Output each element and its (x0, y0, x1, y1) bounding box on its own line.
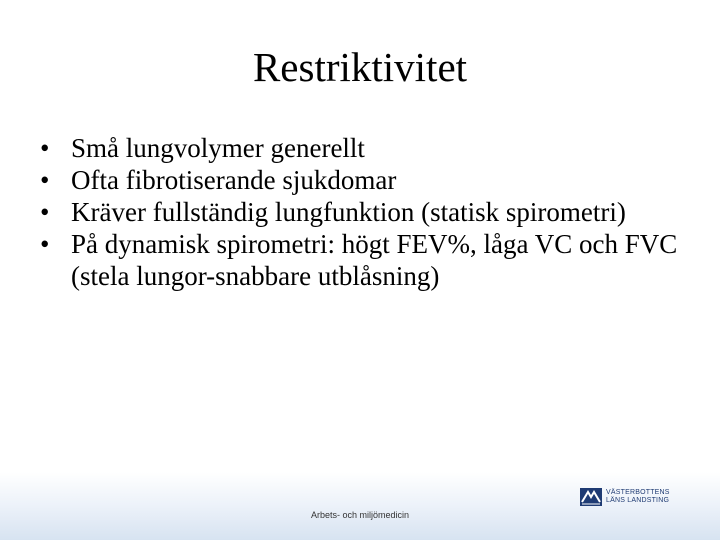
bullet-item (40, 228, 690, 292)
county-logo (580, 486, 680, 510)
footer-label: Arbets- och miljömedicin (310, 510, 410, 520)
bullet-text: Ofta fibrotiserande sjukdomar (71, 165, 397, 195)
bullet-icon: • (40, 133, 50, 163)
bullet-icon: • (40, 165, 50, 195)
bullet-item (40, 164, 690, 196)
bullet-item (40, 132, 690, 164)
bullet-text: Små lungvolymer generellt (71, 133, 365, 163)
logo-text-line1: VÄSTERBOTTENS (606, 489, 670, 496)
bullet-icon: • (40, 229, 50, 259)
bullet-icon: • (40, 197, 50, 227)
logo-text-line2: LÄNS LANDSTING (606, 497, 670, 504)
bullet-list (40, 132, 690, 292)
county-logo-icon (580, 488, 602, 506)
bullet-item (40, 196, 690, 228)
bullet-text: Kräver fullständig lungfunktion (statisk spirometri) (71, 197, 626, 227)
bullet-text: På dynamisk spirometri: högt FEV%, låga VC och FVC (stela lungor-snabbare utblåsning) (71, 229, 678, 291)
slide-title: Restriktivitet (252, 44, 468, 90)
